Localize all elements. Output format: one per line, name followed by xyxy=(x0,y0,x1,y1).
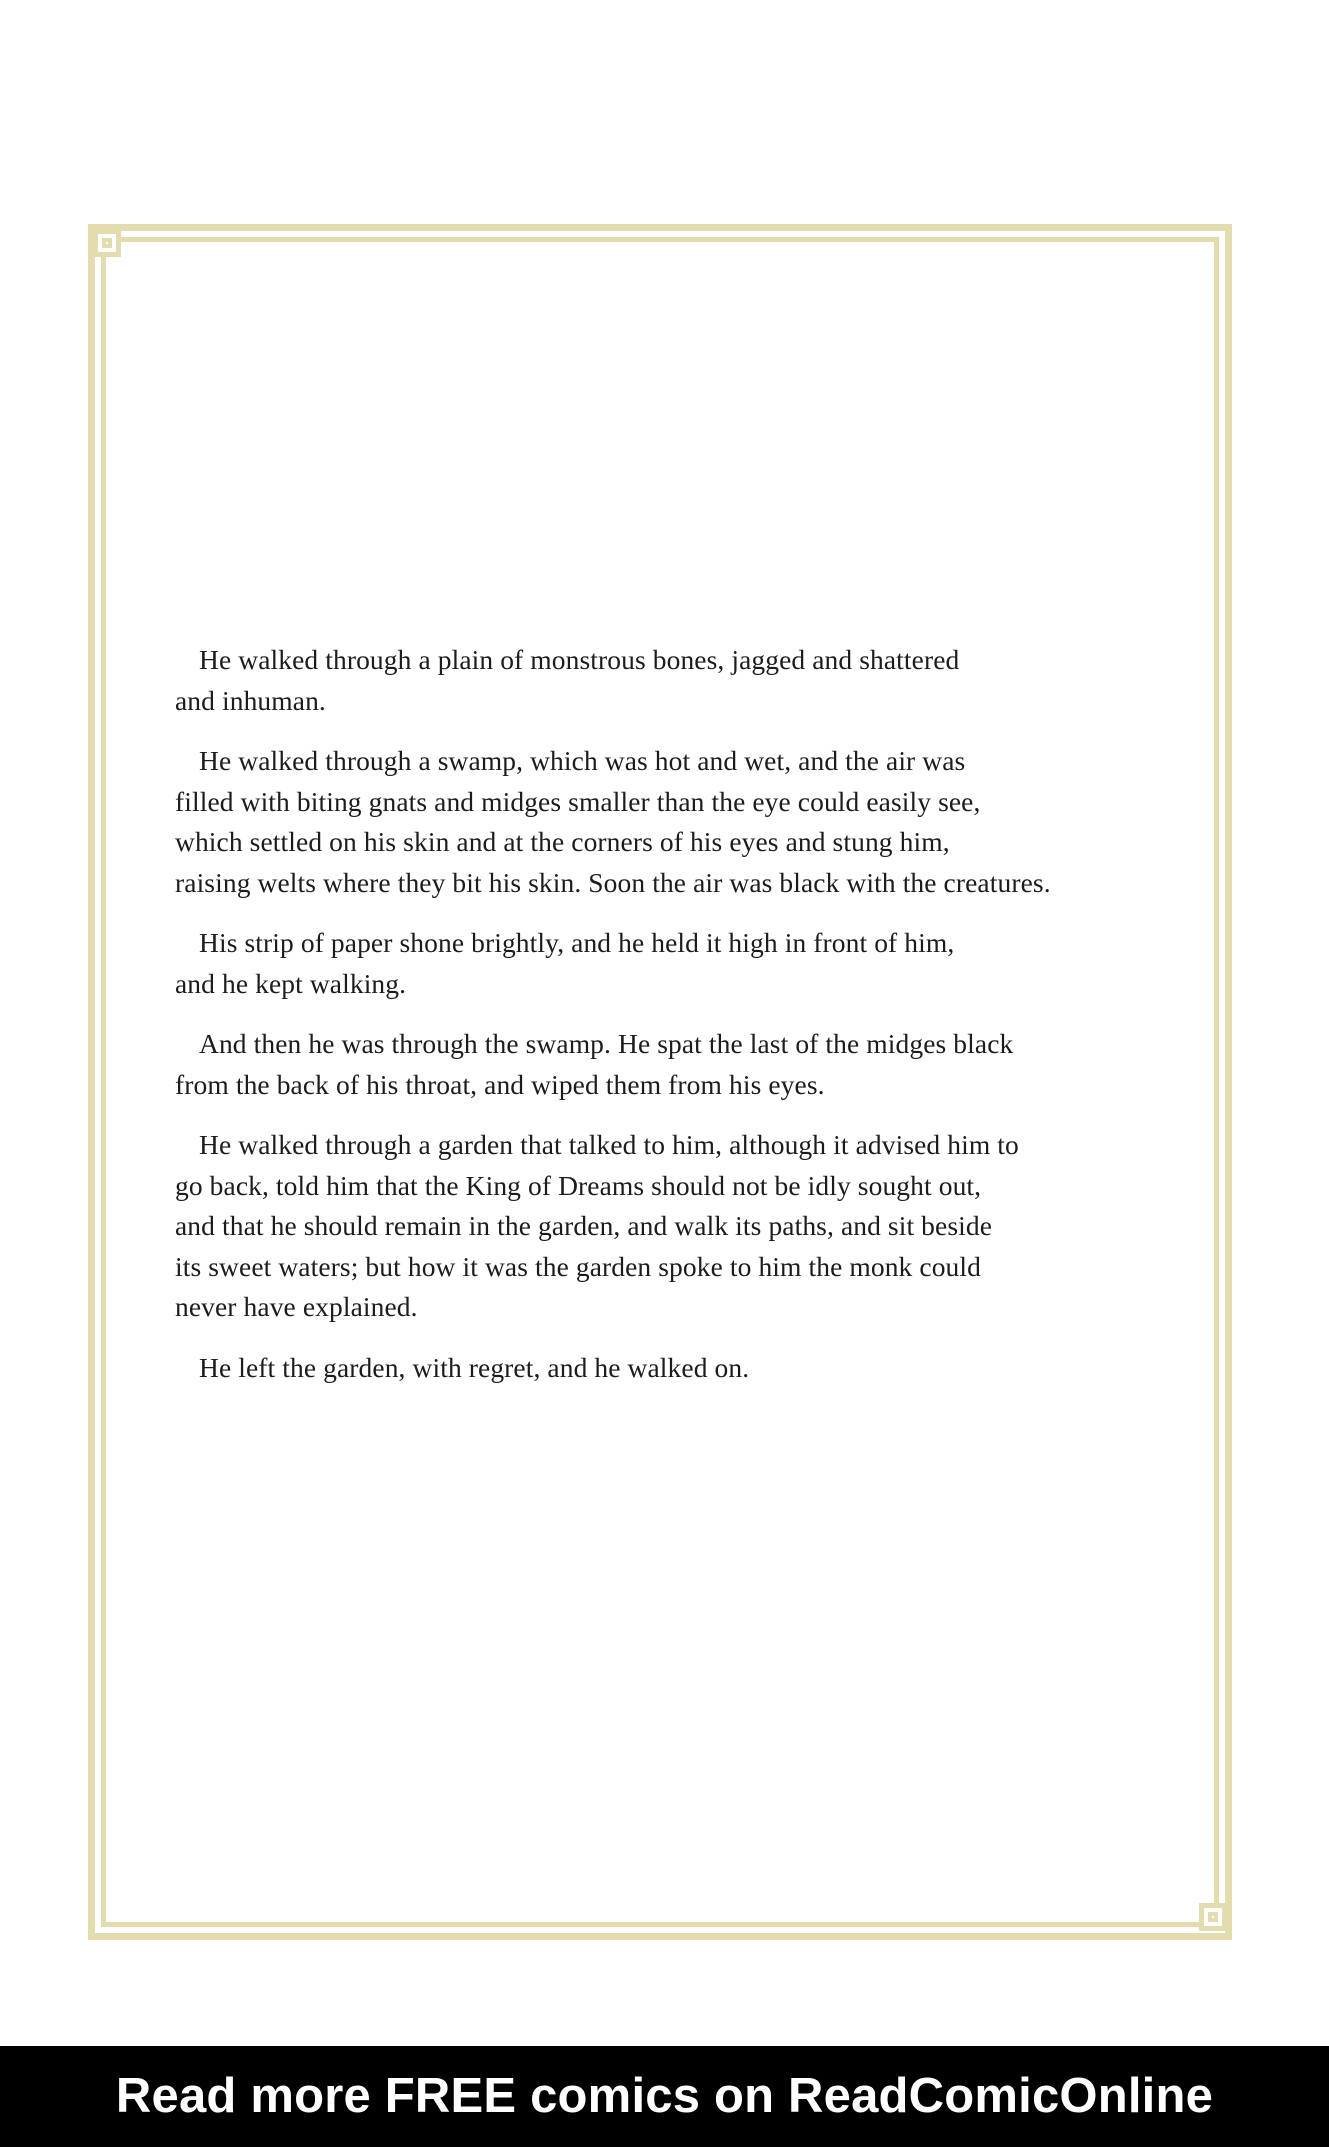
paragraph: He left the garden, with regret, and he walked on. xyxy=(199,1351,750,1383)
paragraph: He walked through a swamp, which was hot and wet, and the air was filled with biting gnats and midges smaller than the eye could easily see, which settled on his skin and at the corners of his eyes and stung him, raising welts where they bit his skin. Soon the air was black with the creatures. xyxy=(175,745,1051,898)
frame-corner-ornament-top-left xyxy=(93,229,121,257)
paragraph: And then he was through the swamp. He spat the last of the midges black from the back of his throat, and wiped them from his eyes. xyxy=(175,1028,1014,1100)
promo-banner[interactable]: Read more FREE comics on ReadComicOnline xyxy=(0,2046,1329,2147)
story-text xyxy=(175,640,1155,1408)
frame-corner-ornament-bottom-right xyxy=(1199,1903,1227,1931)
paragraph: He walked through a plain of monstrous bones, jagged and shattered and inhuman. xyxy=(175,644,960,716)
paragraph: His strip of paper shone brightly, and he held it high in front of him, and he kept walking. xyxy=(175,927,955,999)
paragraph: He walked through a garden that talked to him, although it advised him to go back, told him that the King of Dreams should not be idly sought out, and that he should remain in the garden, and walk its paths, and sit beside its sweet waters; but how it was the garden spoke to him the monk could never have explained. xyxy=(175,1129,1019,1322)
